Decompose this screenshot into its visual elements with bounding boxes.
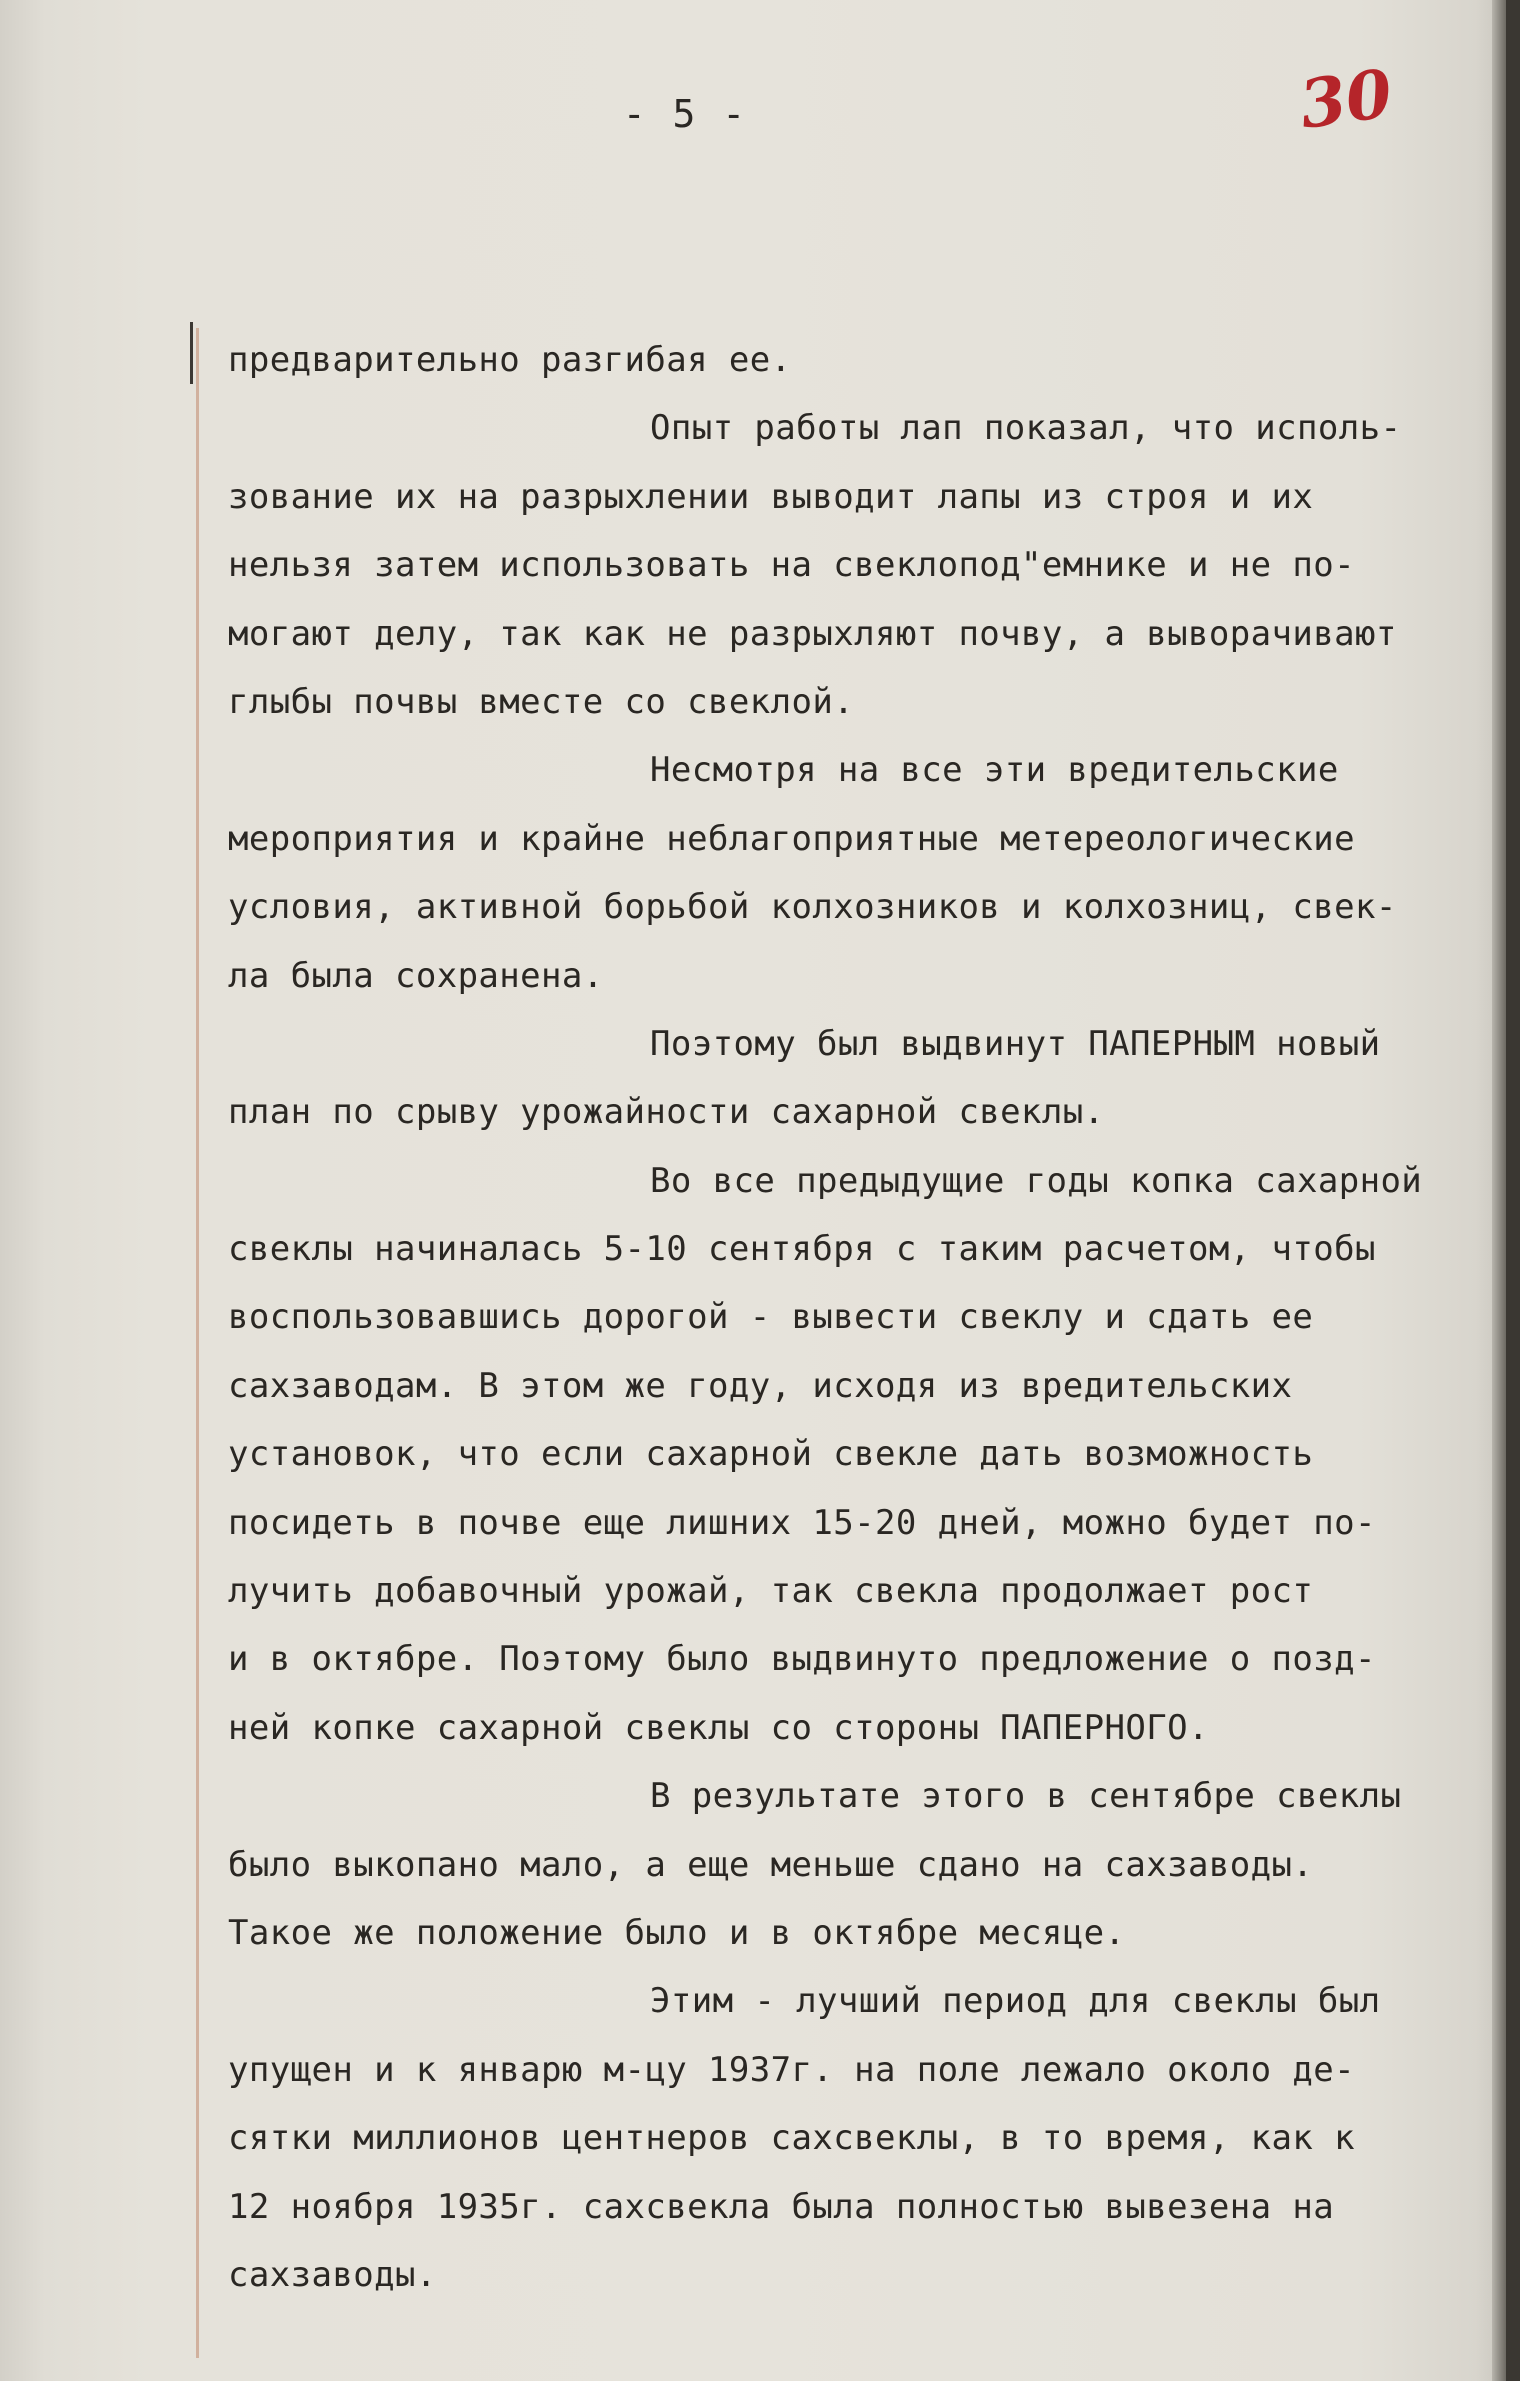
handwritten-folio-number: 30 xyxy=(1295,53,1397,145)
text-line: зование их на разрыхлении выводит лапы из строя и их xyxy=(228,476,1314,517)
page-edge-shadow xyxy=(1492,0,1506,2381)
text-line: было выкопано мало, а еще меньше сдано на сахзаводы. xyxy=(228,1844,1314,1885)
typewritten-text-body xyxy=(228,326,1480,2309)
text-line: Этим - лучший период для свеклы был xyxy=(650,1981,1381,2022)
text-line: Поэтому был выдвинут ПАПЕРНЫМ новый xyxy=(650,1023,1381,1064)
text-line: сахзаводы. xyxy=(228,2254,437,2295)
margin-rule-line xyxy=(196,328,199,2358)
text-line: нельзя затем использовать на свеклопод"емнике и не по- xyxy=(228,545,1355,586)
text-line: сятки миллионов центнеров сахсвеклы, в то время, как к xyxy=(228,2118,1355,2159)
text-line: ней копке сахарной свеклы со стороны ПАПЕРНОГО. xyxy=(228,1707,1209,1748)
text-line: Во все предыдущие годы копка сахарной xyxy=(650,1160,1423,1201)
text-line: Опыт работы лап показал, что исполь- xyxy=(650,408,1402,449)
text-line: Несмотря на все эти вредительские xyxy=(650,750,1339,791)
text-line: упущен и к январю м-цу 1937г. на поле лежало около де- xyxy=(228,2049,1355,2090)
text-line: воспользовавшись дорогой - вывести свеклу и сдать ее xyxy=(228,1297,1314,1338)
text-line: условия, активной борьбой колхозников и колхозниц, свек- xyxy=(228,887,1397,928)
text-line: могают делу, так как не разрыхляют почву, а выворачивают xyxy=(228,613,1397,654)
margin-ink-mark xyxy=(190,322,193,384)
text-line: Такое же положение было и в октябре месяце. xyxy=(228,1912,1126,1953)
text-line: сахзаводам. В этом же году, исходя из вредительских xyxy=(228,1365,1293,1406)
text-line: предварительно разгибая ее. xyxy=(228,340,792,380)
page-number: - 5 - xyxy=(622,92,748,136)
text-line: 12 ноября 1935г. сахсвекла была полностью вывезена на xyxy=(228,2186,1335,2227)
text-line: и в октябре. Поэтому было выдвинуто предложение о позд- xyxy=(228,1639,1376,1680)
text-line: глыбы почвы вместе со свеклой. xyxy=(228,681,855,722)
text-line: посидеть в почве еще лишних 15-20 дней, можно будет по- xyxy=(228,1502,1376,1543)
text-line: ла была сохранена. xyxy=(228,955,604,996)
text-line: В результате этого в сентябре свеклы xyxy=(650,1776,1402,1817)
text-line: лучить добавочный урожай, так свекла продолжает рост xyxy=(228,1571,1314,1612)
text-line: установок, что если сахарной свекле дать возможность xyxy=(228,1434,1314,1475)
text-line: мероприятия и крайне неблагоприятные метереологические xyxy=(228,818,1355,859)
text-line: свеклы начиналась 5-10 сентября с таким расчетом, чтобы xyxy=(228,1229,1376,1270)
text-line: план по срыву урожайности сахарной свеклы. xyxy=(228,1092,1105,1133)
